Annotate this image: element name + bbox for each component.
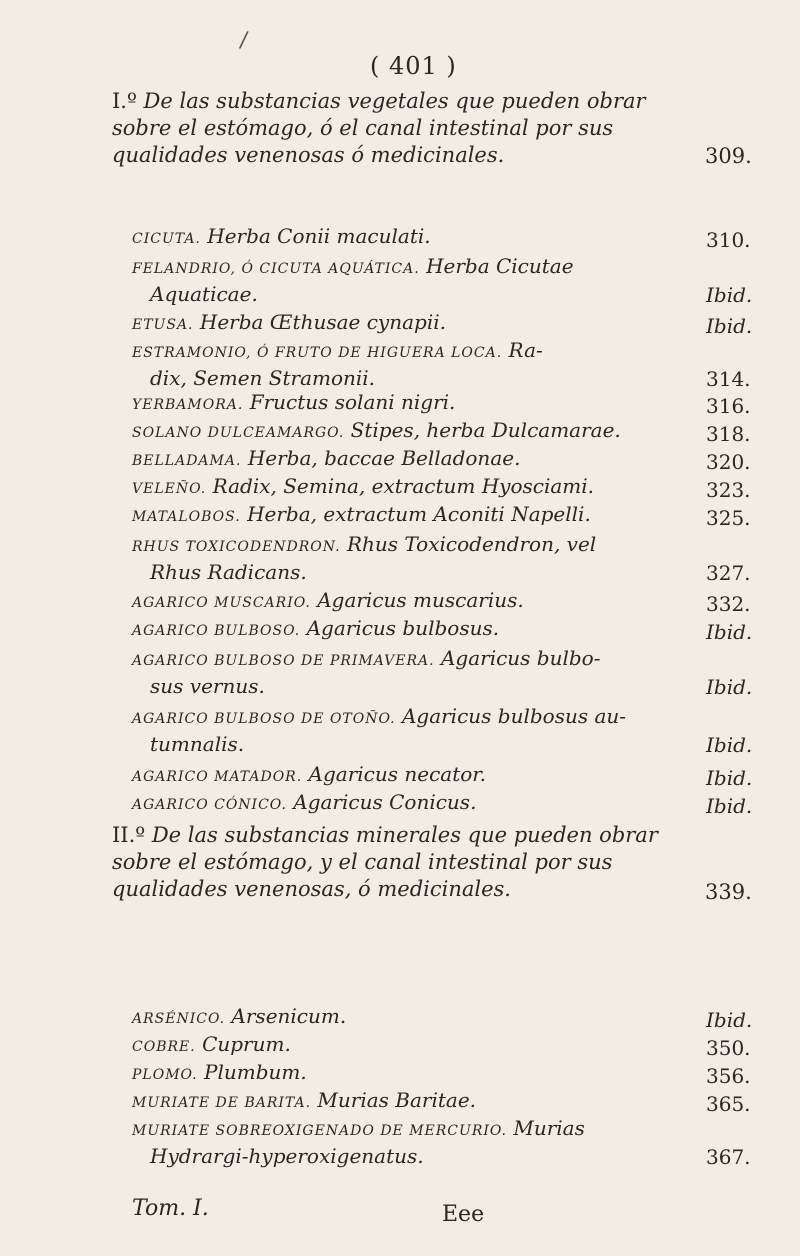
entry-page-ref: 310. xyxy=(706,228,751,252)
entry-page-ref: 367. xyxy=(706,1145,751,1169)
entry-latin-name: Herba Conii maculati. xyxy=(207,224,431,248)
entry-common-name: COBRE. xyxy=(132,1039,196,1055)
entry-page-ref: 356. xyxy=(706,1064,751,1088)
section-heading-1 xyxy=(112,88,692,169)
entry-page-ref: 323. xyxy=(706,478,751,502)
entry-page-ref: 325. xyxy=(706,506,751,530)
vegetable-entry xyxy=(132,790,702,818)
vegetable-entry xyxy=(132,224,702,252)
entry-common-name: MATALOBOS. xyxy=(132,509,241,525)
vegetable-entry xyxy=(132,646,702,699)
entry-latin-name: Agaricus Conicus. xyxy=(293,790,477,814)
entry-page-ref: 318. xyxy=(706,422,751,446)
vegetable-entry xyxy=(132,502,702,530)
entry-page-ref: Ibid. xyxy=(706,766,753,790)
vegetable-entry xyxy=(132,532,702,585)
entry-latin-name: Herba, extractum Aconiti Napelli. xyxy=(247,502,591,526)
entry-page-ref: Ibid. xyxy=(706,733,753,757)
entry-latin-name: Agaricus necator. xyxy=(308,762,487,786)
entry-page-ref: 332. xyxy=(706,592,751,616)
entry-page-ref: Ibid. xyxy=(706,620,753,644)
mineral-entry xyxy=(132,1088,702,1116)
vegetable-entry xyxy=(132,588,702,616)
vegetable-entry xyxy=(132,704,702,757)
entry-continuation: tumnalis. xyxy=(150,732,245,756)
vegetable-entry xyxy=(132,390,702,418)
entry-common-name: AGARICO BULBOSO. xyxy=(132,623,301,639)
entry-continuation: Hydrargi-hyperoxigenatus. xyxy=(150,1144,424,1168)
entry-common-name: AGARICO BULBOSO DE OTOÑO. xyxy=(132,711,396,727)
section-page-1: 309. xyxy=(705,144,752,168)
mineral-entry xyxy=(132,1116,702,1169)
vegetable-entry xyxy=(132,418,702,446)
entry-common-name: MURIATE SOBREOXIGENADO DE MERCURIO. xyxy=(132,1123,507,1139)
entry-page-ref: 314. xyxy=(706,367,751,391)
section-numeral-1: I.º xyxy=(112,89,137,113)
volume-label: Tom. I. xyxy=(132,1196,209,1221)
entry-continuation: Aquaticae. xyxy=(150,282,258,306)
entry-latin-name: Plumbum. xyxy=(204,1060,307,1084)
entry-latin-name: Cuprum. xyxy=(202,1032,291,1056)
mineral-entry xyxy=(132,1032,702,1060)
entry-latin-name: Murias xyxy=(513,1116,585,1140)
entry-page-ref: Ibid. xyxy=(706,794,753,818)
entry-common-name: MURIATE DE BARITA. xyxy=(132,1095,312,1111)
entry-common-name: ARSÉNICO. xyxy=(132,1011,226,1027)
entry-page-ref: 365. xyxy=(706,1092,751,1116)
section-heading-2 xyxy=(112,822,692,903)
entry-latin-name: Arsenicum. xyxy=(231,1004,347,1028)
vegetable-entry xyxy=(132,446,702,474)
entry-page-ref: Ibid. xyxy=(706,675,753,699)
entry-common-name: AGARICO MATADOR. xyxy=(132,769,303,785)
entry-page-ref: 350. xyxy=(706,1036,751,1060)
section-numeral-2: II.º xyxy=(112,823,146,847)
entry-common-name: PLOMO. xyxy=(132,1067,198,1083)
entry-page-ref: 327. xyxy=(706,561,751,585)
entry-latin-name: Stipes, herba Dulcamarae. xyxy=(350,418,621,442)
entry-page-ref: 316. xyxy=(706,394,751,418)
section-text-1: De las substancias vegetales que pueden obrar sobre el estómago, ó el canal intestinal por sus qualidades venenosas ó medicinales. xyxy=(112,89,646,167)
page-number: ( 401 ) xyxy=(370,52,457,80)
entry-common-name: FELANDRIO, Ó CICUTA AQUÁTICA. xyxy=(132,261,420,277)
entry-latin-name: Agaricus bulbosus. xyxy=(306,616,500,640)
entry-latin-name: Radix, Semina, extractum Hyosciami. xyxy=(212,474,594,498)
entry-common-name: VELEÑO. xyxy=(132,481,207,497)
entry-common-name: CICUTA. xyxy=(132,231,201,247)
entry-page-ref: 320. xyxy=(706,450,751,474)
entry-latin-name: Herba Cicutae xyxy=(426,254,574,278)
entry-latin-name: Murias Baritae. xyxy=(317,1088,477,1112)
vegetable-entry xyxy=(132,310,702,338)
entry-common-name: SOLANO DULCEAMARGO. xyxy=(132,425,345,441)
vegetable-entry xyxy=(132,474,702,502)
signature-mark: Eee xyxy=(442,1202,485,1227)
mineral-entry xyxy=(132,1004,702,1032)
entry-common-name: YERBAMORA. xyxy=(132,397,244,413)
vegetable-entry xyxy=(132,338,702,391)
vegetable-entry xyxy=(132,254,702,307)
entry-continuation: sus vernus. xyxy=(150,674,265,698)
entry-latin-name: Agaricus bulbosus au- xyxy=(401,704,627,728)
entry-page-ref: Ibid. xyxy=(706,1008,753,1032)
vegetable-entry xyxy=(132,762,702,790)
entry-latin-name: Herba, baccae Belladonae. xyxy=(247,446,521,470)
section-page-2: 339. xyxy=(705,880,752,904)
entry-latin-name: Ra- xyxy=(508,338,543,362)
entry-latin-name: Rhus Toxicodendron, vel xyxy=(346,532,597,556)
entry-common-name: ESTRAMONIO, Ó FRUTO DE HIGUERA LOCA. xyxy=(132,345,503,361)
entry-common-name: RHUS TOXICODENDRON. xyxy=(132,539,341,555)
stray-mark: / xyxy=(238,27,250,54)
section-text-2: De las substancias minerales que pueden obrar sobre el estómago, y el canal intestinal por sus qualidades venenosas, ó medicinales. xyxy=(112,823,658,901)
entry-latin-name: Fructus solani nigri. xyxy=(249,390,456,414)
entry-common-name: BELLADAMA. xyxy=(132,453,242,469)
entry-latin-name: Agaricus muscarius. xyxy=(317,588,524,612)
mineral-entry xyxy=(132,1060,702,1088)
vegetable-entry xyxy=(132,616,702,644)
entry-continuation: Rhus Radicans. xyxy=(150,560,307,584)
entry-latin-name: Agaricus bulbo- xyxy=(440,646,601,670)
entry-continuation: dix, Semen Stramonii. xyxy=(150,366,376,390)
entry-common-name: ETUSA. xyxy=(132,317,194,333)
entry-common-name: AGARICO BULBOSO DE PRIMAVERA. xyxy=(132,653,435,669)
entry-common-name: AGARICO CÓNICO. xyxy=(132,797,287,813)
entry-page-ref: Ibid. xyxy=(706,314,753,338)
entry-latin-name: Herba Œthusae cynapii. xyxy=(199,310,446,334)
entry-page-ref: Ibid. xyxy=(706,283,753,307)
entry-common-name: AGARICO MUSCARIO. xyxy=(132,595,311,611)
